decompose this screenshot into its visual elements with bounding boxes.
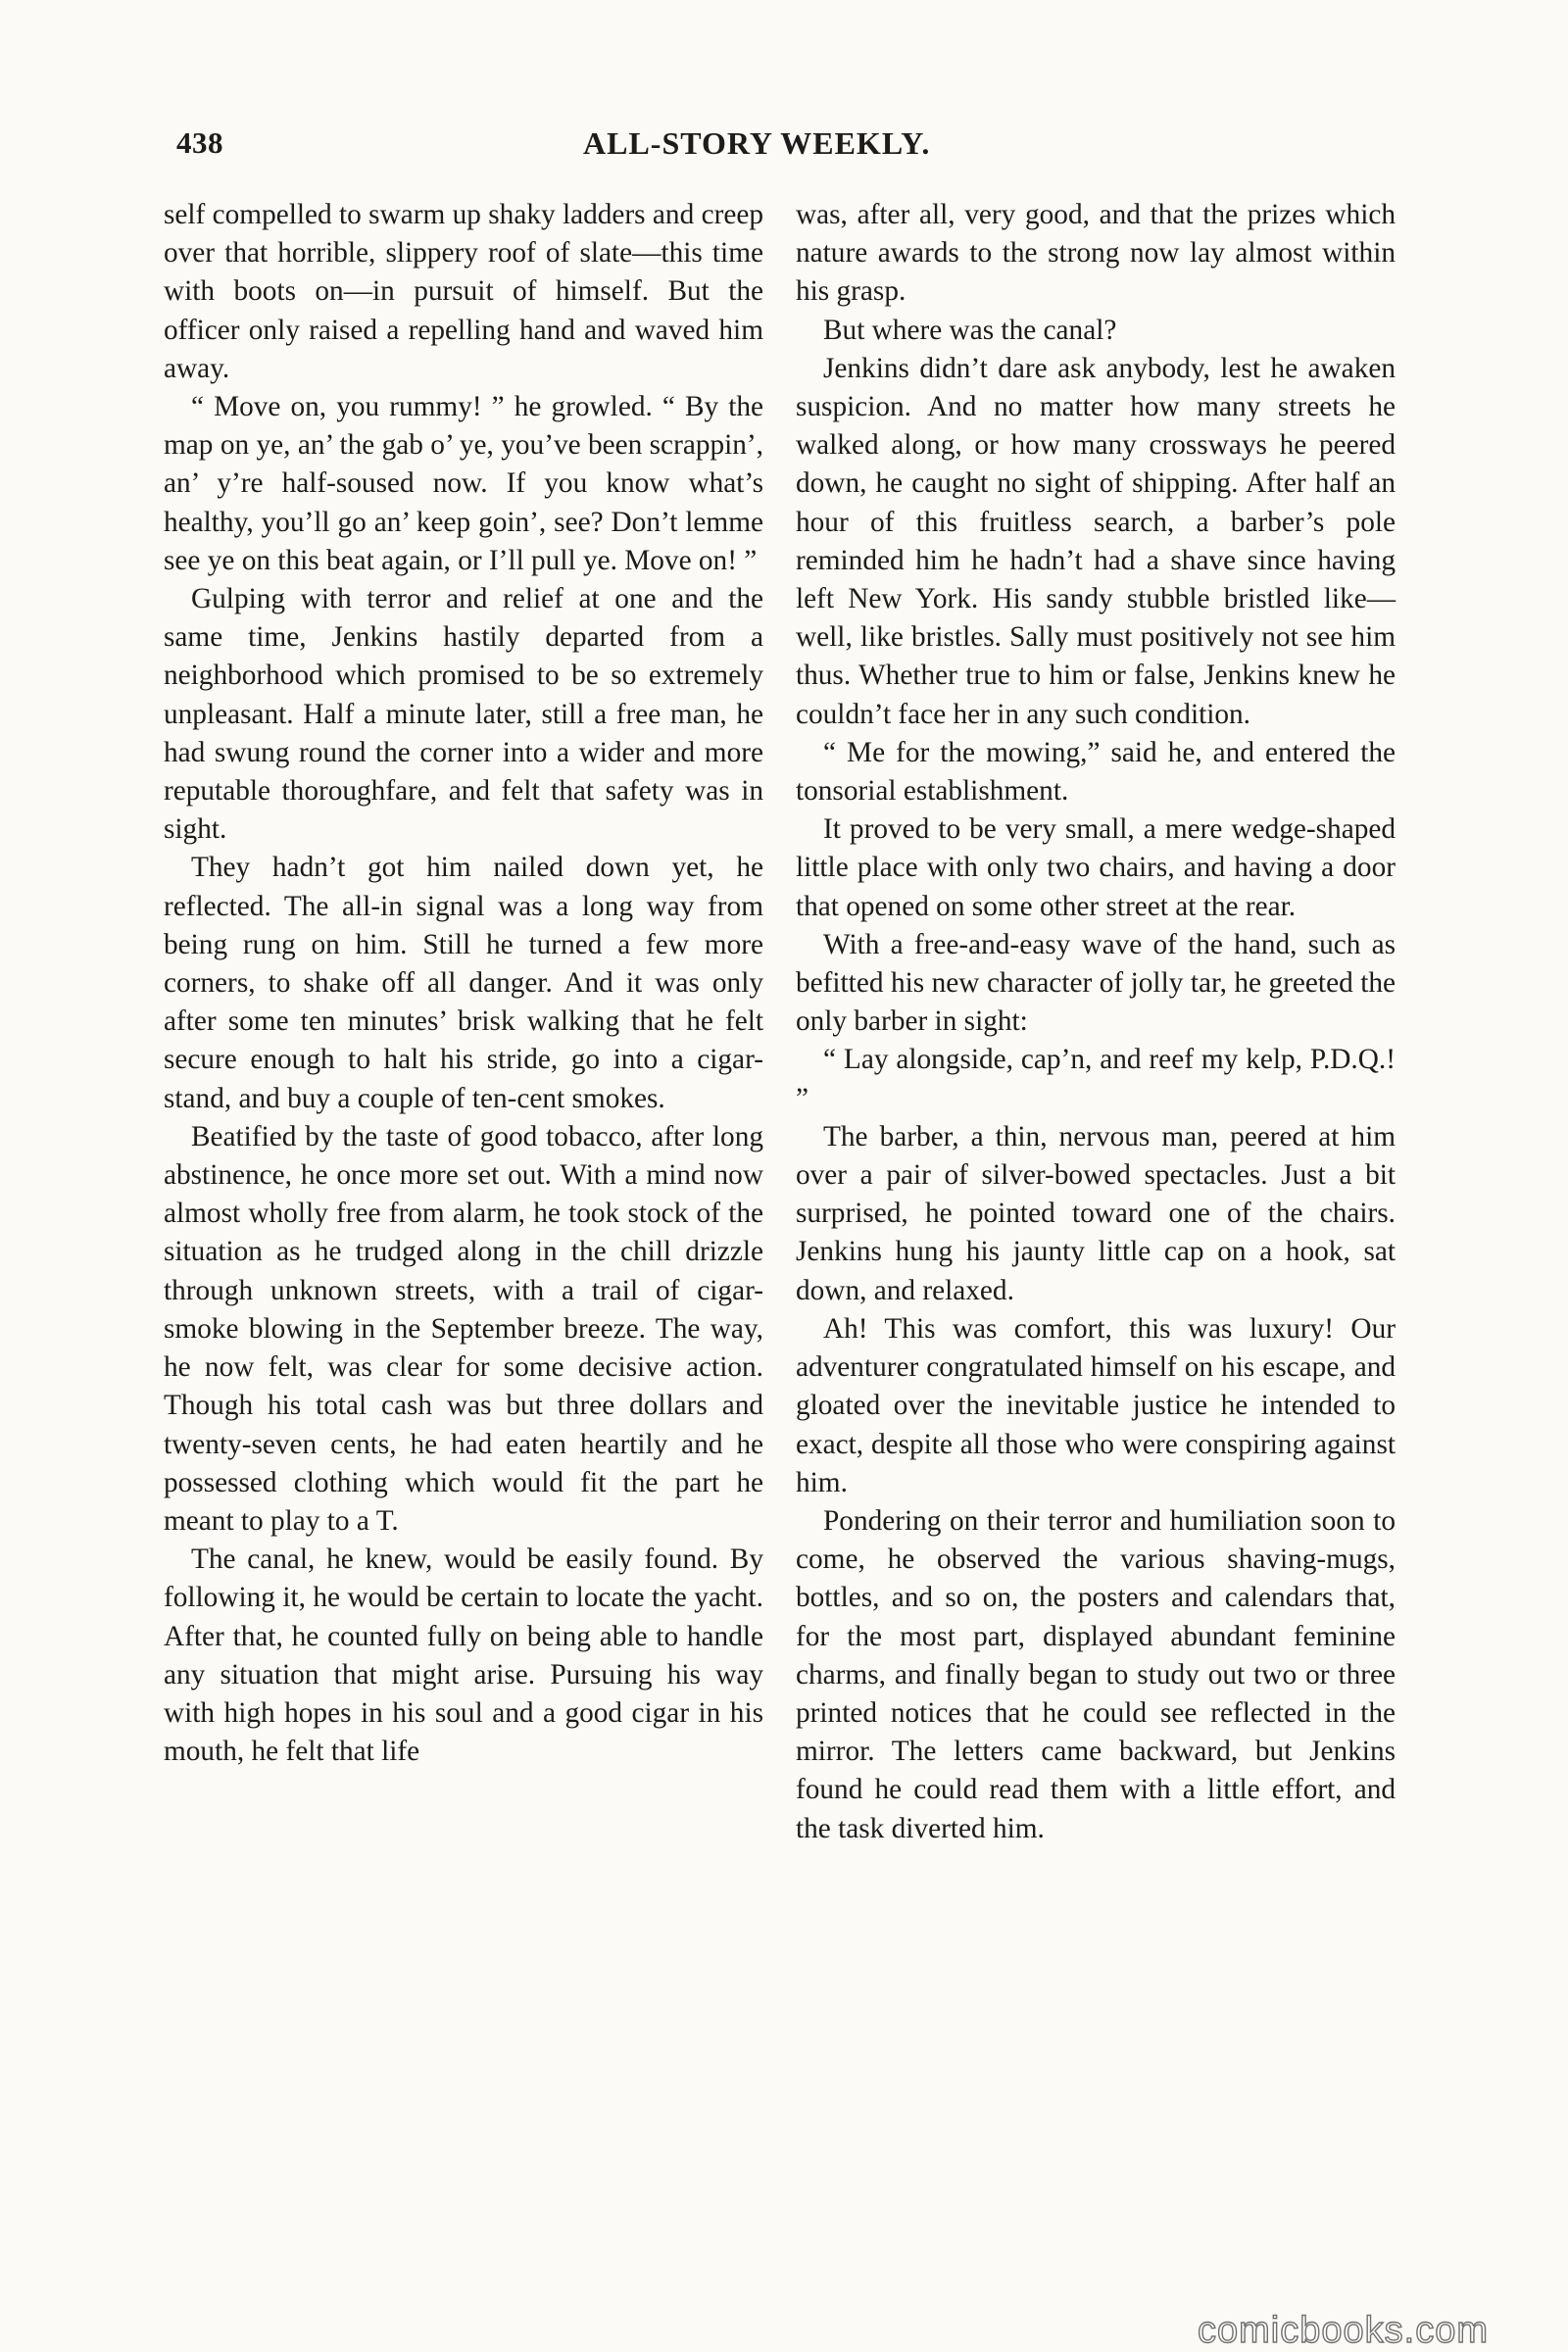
right-column xyxy=(796,196,1396,1848)
paragraph: Ah! This was comfort, this was luxury! Our adventurer congratulated himself on his escape, and gloated over the inevitable justice he intended to exact, despite all those who were conspiring against him. xyxy=(796,1312,1396,1498)
paragraph: But where was the canal? xyxy=(823,314,1117,346)
paragraph: “ Move on, you rummy! ” he growled. “ By the map on ye, an’ the gab o’ ye, you’ve been scrappin’, an’ y’re half-soused now. If you know what’s healthy, you’ll go an’ keep goin’, see? Don’t lemme see ye on this beat again, or I’ll pull ye. Move on! ” xyxy=(164,391,763,576)
running-head: ALL-STORY WEEKLY. xyxy=(583,125,931,161)
paragraph: “ Me for the mowing,” said he, and entered the tonsorial establishment. xyxy=(796,736,1396,808)
paragraph: “ Lay alongside, cap’n, and reef my kelp, P.D.Q.! ” xyxy=(796,1044,1396,1114)
left-column xyxy=(164,196,763,1771)
paragraph: Beatified by the taste of good tobacco, after long abstinence, he once more set out. With a mind now almost wholly free from alarm, he took stock of the situation as he trudged along in the chill drizzle through unknown streets, with a trail of cigar-smoke blowing in the September breeze. The way, he now felt, was clear for some decisive action. Though his total cash was but three dollars and twenty-seven cents, he had eaten heartily and he possessed clothing which would fit the part he meant to play to a T. xyxy=(164,1120,763,1537)
watermark: comicbooks.com xyxy=(1198,2310,1489,2351)
paragraph: Pondering on their terror and humiliation soon to come, he observed the various shaving-mugs, bottles, and so on, the posters and calendars that, for the most part, displayed abundant feminine charms, and finally began to study out two or three printed notices that he could see reflected in the mirror. The letters came backward, but Jenkins found he could read them with a little effort, and the task diverted him. xyxy=(796,1504,1396,1844)
paragraph: Gulping with terror and relief at one and the same time, Jenkins hastily departed from a neighborhood which promised to be so extremely unpleasant. Half a minute later, still a free man, he had swung round the corner into a wider and more reputable thoroughfare, and felt that safety was in sight. xyxy=(164,583,763,846)
paragraph: The canal, he knew, would be easily found. By following it, he would be certain to locate the yacht. After that, he counted fully on being able to handle any situation that might arise. Pursuing his way with high hopes in his soul and a good cigar in his mouth, he felt that life xyxy=(164,1544,763,1768)
paragraph: The barber, a thin, nervous man, peered at him over a pair of silver-bowed spectacles. Just a bit surprised, he pointed toward one of the chairs. Jenkins hung his jaunty little cap on a hook, sat down, and relaxed. xyxy=(796,1120,1396,1306)
paragraph: was, after all, very good, and that the prizes which nature awards to the strong now lay almost within his grasp. xyxy=(796,199,1396,308)
page-number: 438 xyxy=(176,125,223,160)
paragraph: It proved to be very small, a mere wedge-shaped little place with only two chairs, and having a door that opened on some other street at the rear. xyxy=(796,813,1396,922)
paragraph: Jenkins didn’t dare ask anybody, lest he awaken suspicion. And no matter how many streets he walked along, or how many crossways he peered down, he caught no sight of shipping. After half an hour of this fruitless search, a barber’s pole reminded him he hadn’t had a shave since having left New York. His sandy stubble bristled like—well, like bristles. Sally must positively not see him thus. Whether true to him or false, Jenkins knew he couldn’t face her in any such condition. xyxy=(796,352,1396,730)
paragraph: With a free-and-easy wave of the hand, such as befitted his new character of jolly tar, he greeted the only barber in sight: xyxy=(796,928,1396,1038)
paragraph: They hadn’t got him nailed down yet, he reflected. The all-in signal was a long way from being rung on him. Still he turned a few more corners, to shake off all danger. And it was only after some ten minutes’ brisk walking that he felt secure enough to halt his stride, go into a cigar-stand, and buy a couple of ten-cent smokes. xyxy=(164,852,763,1114)
paragraph: self compelled to swarm up shaky ladders and creep over that horrible, slippery roof of slate—this time with boots on—in pursuit of himself. But the officer only raised a repelling hand and waved him away. xyxy=(164,199,763,384)
